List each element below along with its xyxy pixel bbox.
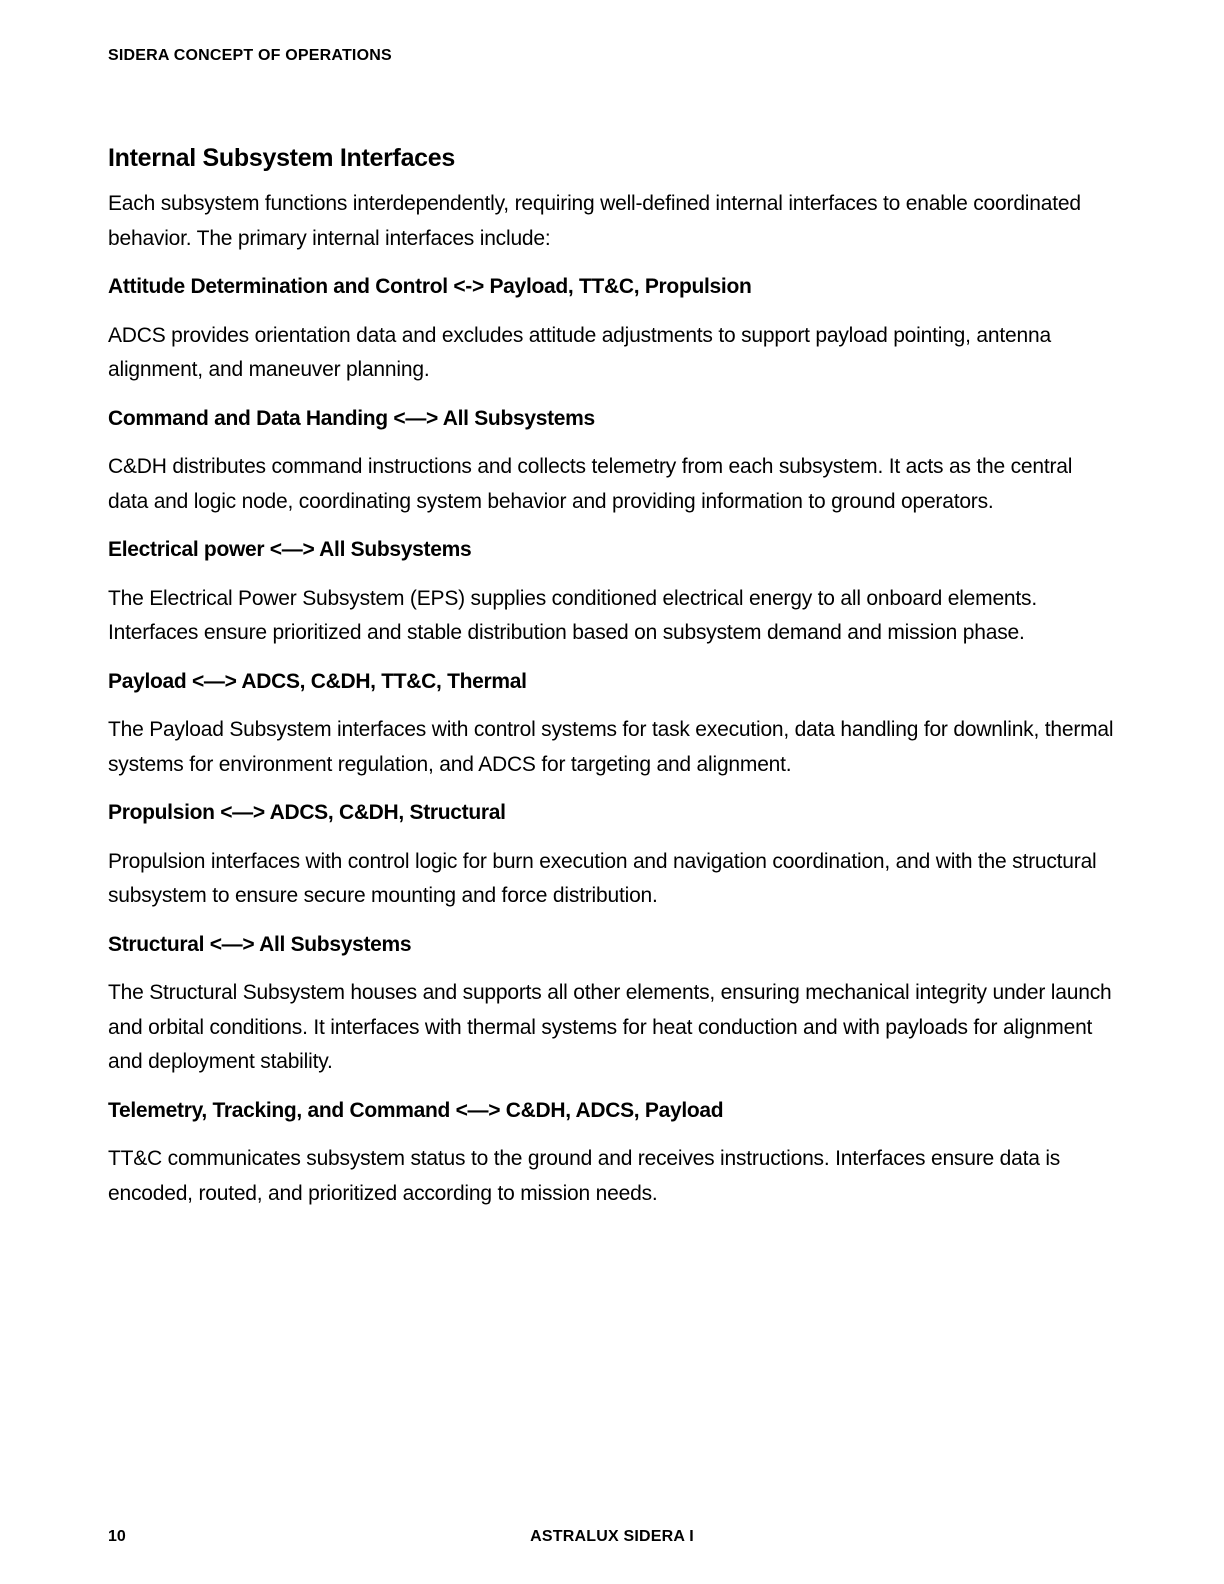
section-heading: Telemetry, Tracking, and Command <—> C&DH, ADCS, Payload bbox=[108, 1098, 724, 1122]
section-heading: Structural <—> All Subsystems bbox=[108, 932, 412, 956]
page-title: Internal Subsystem Interfaces bbox=[108, 144, 455, 172]
section-paragraph: Propulsion interfaces with control logic for burn execution and navigation coordination, and with the structural subsystem to ensure secure mounting and force distribution. bbox=[108, 849, 1097, 907]
section-paragraph: C&DH distributes command instructions and collects telemetry from each subsystem. It acts as the central data and logic node, coordinating system behavior and providing information to ground operators. bbox=[108, 455, 1073, 513]
sections-container bbox=[108, 270, 1116, 1211]
page-content bbox=[108, 143, 1116, 1211]
running-header bbox=[108, 46, 1116, 66]
footer-doc-title: ASTRALUX SIDERA I bbox=[530, 1528, 694, 1545]
section-paragraph: The Structural Subsystem houses and supports all other elements, ensuring mechanical integrity under launch and orbital conditions. It interfaces with thermal systems for heat conduction and with payloads for alignment and deployment stability. bbox=[108, 981, 1112, 1073]
intro-paragraph: Each subsystem functions interdependently, requiring well-defined internal interfaces to enable coordinated behavior. The primary internal interfaces include: bbox=[108, 192, 1081, 250]
section-heading: Command and Data Handing <—> All Subsystems bbox=[108, 406, 595, 430]
section-heading: Attitude Determination and Control <-> Payload, TT&C, Propulsion bbox=[108, 275, 752, 298]
section-paragraph: The Payload Subsystem interfaces with control systems for task execution, data handling for downlink, thermal systems for environment regulation, and ADCS for targeting and alignment. bbox=[108, 718, 1114, 776]
page-footer bbox=[108, 1526, 1116, 1548]
section-paragraph: TT&C communicates subsystem status to the ground and receives instructions. Interfaces ensure data is encoded, routed, and prioritized according to mission needs. bbox=[108, 1147, 1061, 1205]
section-heading: Payload <—> ADCS, C&DH, TT&C, Thermal bbox=[108, 669, 527, 693]
section-heading: Electrical power <—> All Subsystems bbox=[108, 538, 472, 561]
section-paragraph: The Electrical Power Subsystem (EPS) supplies conditioned electrical energy to all onboard elements. Interfaces ensure prioritized and stable distribution based on subsystem demand and mission phase. bbox=[108, 586, 1037, 644]
running-header-text: SIDERA CONCEPT OF OPERATIONS bbox=[108, 47, 392, 64]
section-paragraph: ADCS provides orientation data and excludes attitude adjustments to support payload pointing, antenna alignment, and maneuver planning. bbox=[108, 323, 1051, 381]
section-heading: Propulsion <—> ADCS, C&DH, Structural bbox=[108, 801, 506, 824]
page-number: 10 bbox=[108, 1528, 126, 1545]
